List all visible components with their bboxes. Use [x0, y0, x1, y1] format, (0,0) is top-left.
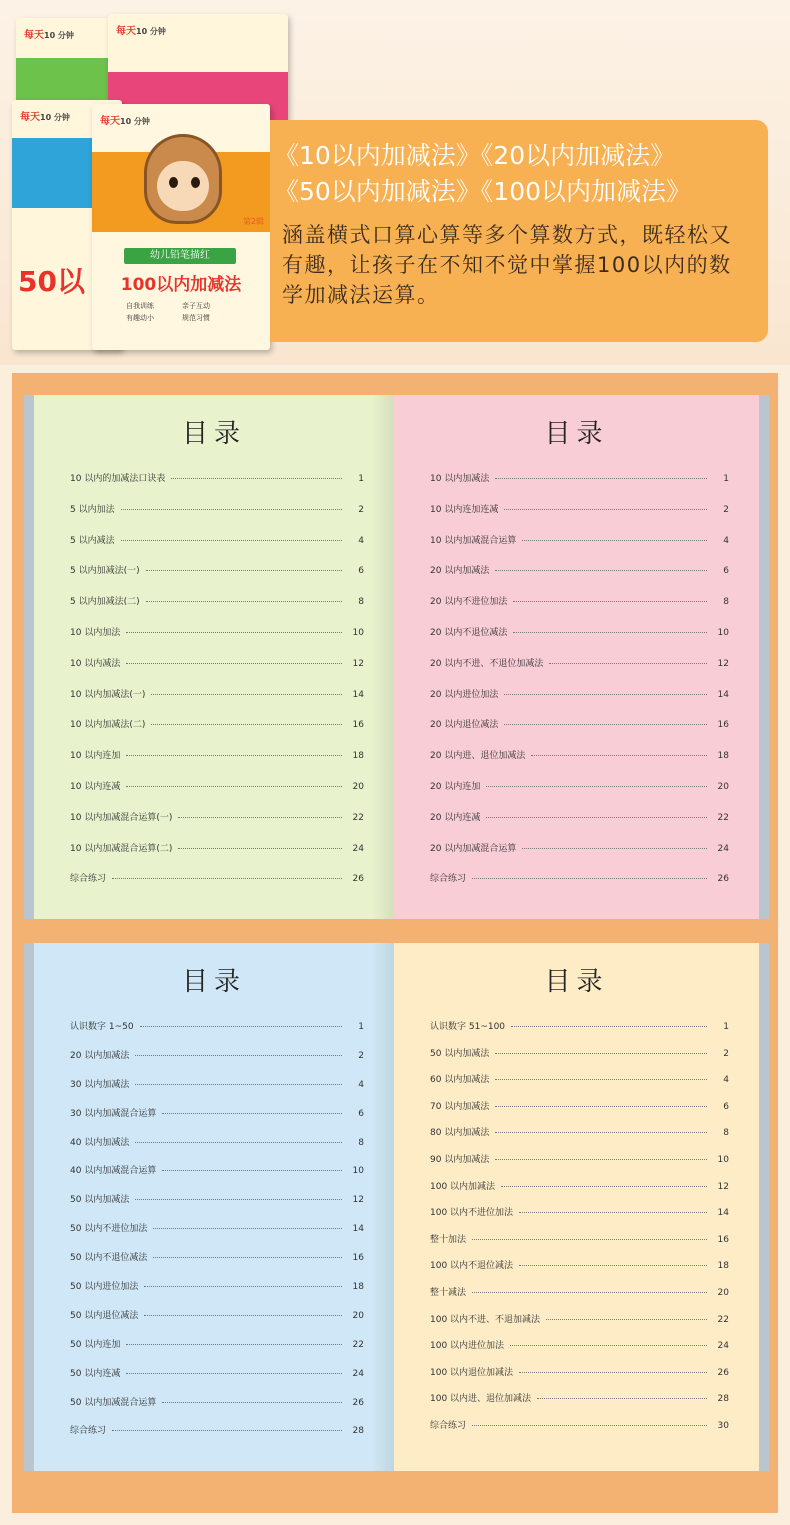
toc-item-label: 10 以内的加减法口诀表 [70, 474, 166, 484]
toc-item-page: 22 [352, 1339, 364, 1350]
toc-item [430, 1365, 729, 1392]
toc-item-label: 50 以内连减 [70, 1368, 121, 1379]
toc-leader-dots [178, 848, 342, 849]
toc-item [430, 1179, 729, 1206]
toc-item [70, 1048, 364, 1077]
monkey-illustration [144, 134, 222, 224]
toc-item-page: 20 [717, 1287, 729, 1298]
toc-item-label: 90 以内加减法 [430, 1154, 490, 1165]
toc-item-label: 20 以内进、退位加减法 [430, 751, 526, 762]
toc-item-label: 20 以内加减混合运算 [430, 843, 517, 854]
toc-item [70, 656, 364, 687]
toc-item-label: 10 以内连加 [70, 751, 121, 762]
toc-item-label: 10 以内加减混合运算 [430, 535, 517, 546]
toc-item-label: 10 以内加减法(一) [70, 689, 146, 700]
toc-item-label: 50 以内退位减法 [70, 1310, 139, 1321]
toc-leader-dots [513, 632, 707, 633]
toc-item [430, 841, 729, 872]
toc-item-page: 22 [717, 1314, 729, 1325]
toc-item-page: 24 [352, 843, 364, 854]
toc-item-label: 10 以内加减法 [430, 474, 490, 484]
toc-leader-dots [121, 540, 342, 541]
toc-leader-dots [171, 478, 342, 479]
toc-leader-dots [126, 632, 342, 633]
toc-item [70, 563, 364, 594]
toc-item-label: 10 以内连加连减 [430, 504, 499, 515]
feature-tag: 自我训练 [126, 302, 154, 310]
toc-panel [12, 373, 778, 1513]
toc-item-page: 6 [358, 1108, 364, 1119]
toc-leader-dots [162, 1170, 342, 1171]
toc-item-page: 14 [352, 1224, 364, 1235]
toc-item [430, 1152, 729, 1179]
toc-leader-dots [522, 848, 707, 849]
daily-label: 每天10 分钟 [116, 26, 166, 37]
toc-item-label: 40 以内加减混合运算 [70, 1166, 157, 1177]
toc-leader-dots [519, 1372, 707, 1373]
toc-item-page: 14 [717, 1208, 729, 1219]
toc-leader-dots [495, 1132, 707, 1133]
headline-line: 《10以内加减法》《20以内加减法》 [274, 141, 676, 170]
description: 涵盖横式口算心算等多个算数方式，既轻松又有趣，让孩子在不知不觉中掌握100以内的数学加减法运算。 [282, 223, 732, 307]
toc-item-label: 50 以内不退位减法 [70, 1253, 148, 1264]
toc-item [430, 717, 729, 748]
toc-item-label: 20 以内进位加法 [430, 689, 499, 700]
toc-item-label: 40 以内加减法 [70, 1137, 130, 1148]
toc-leader-dots [153, 1257, 342, 1258]
toc-leader-dots [522, 540, 707, 541]
toc-leader-dots [151, 694, 342, 695]
toc-leader-dots [531, 755, 707, 756]
toc-item-label: 认识数字 51~100 [430, 1022, 506, 1032]
toc-item-label: 50 以内不进位加法 [70, 1224, 148, 1235]
toc-leader-dots [472, 878, 707, 879]
toc-item [70, 594, 364, 625]
toc-leader-dots [495, 570, 707, 571]
toc-item-page: 24 [717, 1341, 729, 1352]
toc-item-label: 5 以内加法 [70, 504, 115, 515]
toc-leader-dots [472, 1239, 707, 1240]
toc-item-page: 22 [352, 812, 364, 823]
caption-box [270, 120, 768, 342]
toc-leader-dots [510, 1345, 707, 1346]
toc-leader-dots [144, 1286, 342, 1287]
toc-item-label: 50 以内加减混合运算 [70, 1397, 157, 1408]
toc-item [70, 471, 364, 502]
toc-item-page: 8 [723, 597, 729, 608]
toc-item-page: 4 [723, 535, 729, 546]
toc-item-page: 8 [358, 597, 364, 608]
toc-item [70, 1019, 364, 1048]
toc-leader-dots [472, 1292, 707, 1293]
toc-item [430, 1099, 729, 1126]
toc-item-label: 20 以内不退位减法 [430, 627, 508, 638]
toc-leader-dots [126, 1344, 342, 1345]
toc-item [70, 1279, 364, 1308]
book-spread [24, 943, 769, 1471]
toc-item-label: 20 以内连加 [430, 781, 481, 792]
toc-item-page: 10 [352, 1166, 364, 1177]
toc-leader-dots [495, 478, 707, 479]
toc-item [70, 1221, 364, 1250]
toc-item-page: 26 [352, 874, 364, 885]
toc-item-page: 1 [358, 1022, 364, 1032]
toc-item-label: 5 以内加减法(一) [70, 566, 140, 577]
toc-leader-dots [495, 1106, 707, 1107]
toc-item [430, 1072, 729, 1099]
feature-tag: 有趣动小 [126, 314, 154, 322]
toc-leader-dots [126, 786, 342, 787]
toc-page [394, 395, 759, 919]
toc-item-label: 50 以内进位加法 [70, 1282, 139, 1293]
toc-item-page: 18 [352, 1282, 364, 1293]
toc-item-page: 28 [717, 1394, 729, 1405]
toc-leader-dots [519, 1265, 707, 1266]
toc-item-page: 26 [717, 874, 729, 885]
toc-item [430, 1391, 729, 1418]
toc-leader-dots [486, 786, 707, 787]
toc-item-page: 16 [717, 1234, 729, 1245]
toc-item-page: 1 [723, 474, 729, 484]
toc-leader-dots [537, 1398, 707, 1399]
toc-item-label: 综合练习 [70, 874, 107, 885]
toc-leader-dots [126, 663, 342, 664]
toc-leader-dots [140, 1026, 342, 1027]
toc-item [70, 1366, 364, 1395]
toc-leader-dots [126, 1373, 342, 1374]
toc-item [70, 1423, 364, 1452]
toc-item [430, 594, 729, 625]
toc-item [70, 502, 364, 533]
toc-item-page: 20 [352, 781, 364, 792]
toc-item [70, 1395, 364, 1424]
toc-item-page: 2 [723, 504, 729, 515]
toc-item [430, 1312, 729, 1339]
toc-item-page: 6 [723, 1101, 729, 1112]
toc-leader-dots [151, 724, 342, 725]
toc-item [430, 656, 729, 687]
toc-item-label: 100 以内不退位减法 [430, 1261, 514, 1272]
toc-item [70, 1308, 364, 1337]
toc-item-page: 26 [717, 1367, 729, 1378]
toc-leader-dots [546, 1319, 707, 1320]
toc-item-label: 20 以内加减法 [70, 1050, 130, 1061]
book-spread [24, 395, 769, 919]
toc-item [430, 748, 729, 779]
toc-item-page: 6 [358, 566, 364, 577]
toc-item [70, 625, 364, 656]
headline [274, 138, 768, 210]
toc-item [430, 1046, 729, 1073]
toc-leader-dots [162, 1113, 342, 1114]
toc-item-page: 16 [352, 720, 364, 731]
monkey-eye [169, 177, 178, 188]
toc-leader-dots [511, 1026, 707, 1027]
toc-item-label: 20 以内退位减法 [430, 720, 499, 731]
toc-item-label: 10 以内加法 [70, 627, 121, 638]
toc-item-page: 30 [717, 1420, 729, 1431]
toc-item-page: 28 [352, 1426, 364, 1437]
toc-item [430, 1019, 729, 1046]
toc-leader-dots [126, 755, 342, 756]
toc-leader-dots [504, 724, 707, 725]
toc-page [34, 943, 394, 1471]
toc-item [430, 563, 729, 594]
toc-item-label: 20 以内不进位加法 [430, 597, 508, 608]
toc-item-label: 5 以内加减法(二) [70, 597, 140, 608]
toc-title: 目录 [181, 967, 246, 997]
toc-item-label: 100 以内退位加减法 [430, 1367, 514, 1378]
cover-partial-title: 50以 [18, 265, 85, 298]
toc-item-page: 2 [358, 504, 364, 515]
toc-item [70, 1250, 364, 1279]
toc-item [70, 748, 364, 779]
toc-item [430, 625, 729, 656]
toc-item [430, 533, 729, 564]
toc-item-label: 20 以内加减法 [430, 566, 490, 577]
toc-item-label: 70 以内加减法 [430, 1101, 490, 1112]
toc-item-label: 综合练习 [430, 874, 467, 885]
toc-item [430, 1232, 729, 1259]
toc-item [430, 779, 729, 810]
toc-item [70, 810, 364, 841]
toc-item-page: 18 [352, 751, 364, 762]
toc-leader-dots [495, 1079, 707, 1080]
toc-item-label: 20 以内不进、不退位加减法 [430, 658, 544, 669]
toc-leader-dots [495, 1159, 707, 1160]
toc-item-label: 100 以内进位加法 [430, 1341, 505, 1352]
toc-item-page: 4 [358, 1079, 364, 1090]
toc-item-label: 100 以内加减法 [430, 1181, 496, 1192]
toc-item [70, 841, 364, 872]
toc-item-page: 6 [723, 566, 729, 577]
toc-item-label: 100 以内进、退位加减法 [430, 1394, 532, 1405]
toc-leader-dots [135, 1199, 342, 1200]
toc-item-page: 10 [717, 627, 729, 638]
toc-leader-dots [178, 817, 342, 818]
toc-item-page: 12 [717, 658, 729, 669]
toc-item-label: 10 以内连减 [70, 781, 121, 792]
toc-item-page: 10 [717, 1154, 729, 1165]
toc-leader-dots [486, 817, 707, 818]
toc-leader-dots [144, 1315, 342, 1316]
toc-item [70, 1192, 364, 1221]
toc-item-label: 60 以内加减法 [430, 1075, 490, 1086]
daily-label: 每天10 分钟 [100, 116, 150, 127]
toc-item [430, 1125, 729, 1152]
volume-label: 第2辑 [242, 217, 264, 226]
toc-item [70, 687, 364, 718]
toc-item-label: 50 以内加减法 [70, 1195, 130, 1206]
toc-leader-dots [519, 1212, 707, 1213]
toc-list [70, 471, 364, 902]
toc-list [430, 471, 729, 902]
monkey-face [157, 161, 209, 211]
toc-title: 目录 [181, 419, 246, 449]
toc-item [430, 1205, 729, 1232]
toc-item [430, 871, 729, 902]
toc-item-label: 20 以内连减 [430, 812, 481, 823]
toc-item-label: 10 以内加减法(二) [70, 720, 146, 731]
series-label: 幼儿铅笔描红 [124, 248, 236, 264]
toc-item-page: 14 [717, 689, 729, 700]
toc-leader-dots [504, 509, 707, 510]
toc-leader-dots [112, 1430, 342, 1431]
toc-item [70, 1135, 364, 1164]
toc-item [430, 502, 729, 533]
toc-leader-dots [501, 1186, 707, 1187]
toc-item [430, 687, 729, 718]
toc-item [70, 1077, 364, 1106]
toc-item-page: 20 [717, 781, 729, 792]
toc-list [430, 1019, 729, 1445]
toc-item-label: 100 以内不进、不退加减法 [430, 1314, 541, 1325]
toc-item [430, 1258, 729, 1285]
toc-item-page: 2 [723, 1048, 729, 1059]
toc-leader-dots [504, 694, 707, 695]
toc-leader-dots [162, 1402, 342, 1403]
toc-item [430, 1418, 729, 1445]
toc-item-page: 12 [352, 658, 364, 669]
toc-item-page: 8 [358, 1137, 364, 1148]
toc-item-label: 50 以内加减法 [430, 1048, 490, 1059]
toc-item-page: 8 [723, 1128, 729, 1139]
toc-item-label: 10 以内减法 [70, 658, 121, 669]
toc-item-label: 30 以内加减混合运算 [70, 1108, 157, 1119]
toc-item [430, 471, 729, 502]
toc-item [70, 1163, 364, 1192]
toc-item-page: 24 [717, 843, 729, 854]
toc-item-page: 1 [358, 474, 364, 484]
toc-item-label: 整十加法 [430, 1234, 467, 1245]
toc-leader-dots [135, 1055, 342, 1056]
toc-item-page: 1 [723, 1022, 729, 1032]
feature-tag: 亲子互动 [182, 302, 210, 310]
toc-leader-dots [549, 663, 707, 664]
toc-item-label: 100 以内不进位加法 [430, 1208, 514, 1219]
toc-item-label: 10 以内加减混合运算(一) [70, 812, 173, 823]
toc-item [430, 1338, 729, 1365]
toc-item-label: 30 以内加减法 [70, 1079, 130, 1090]
toc-list [70, 1019, 364, 1452]
toc-item-page: 12 [717, 1181, 729, 1192]
monkey-eye [191, 177, 200, 188]
toc-item [430, 810, 729, 841]
toc-item-label: 认识数字 1~50 [70, 1022, 134, 1032]
toc-leader-dots [495, 1053, 707, 1054]
book-title: 100以内加减法 [120, 275, 242, 295]
toc-item [70, 1106, 364, 1135]
toc-item-page: 18 [717, 1261, 729, 1272]
headline-line: 《50以内加减法》《100以内加减法》 [274, 177, 692, 206]
book-cover-100 [92, 104, 270, 350]
toc-page [34, 395, 394, 919]
toc-item-page: 10 [352, 627, 364, 638]
toc-item-label: 10 以内加减混合运算(二) [70, 843, 173, 854]
toc-leader-dots [121, 509, 342, 510]
toc-title: 目录 [544, 967, 609, 997]
toc-item [70, 1337, 364, 1366]
toc-leader-dots [135, 1142, 342, 1143]
toc-leader-dots [112, 878, 342, 879]
toc-item-page: 14 [352, 689, 364, 700]
toc-item-page: 12 [352, 1195, 364, 1206]
toc-item-page: 4 [723, 1075, 729, 1086]
banner [0, 0, 790, 365]
toc-leader-dots [153, 1228, 342, 1229]
toc-leader-dots [135, 1084, 342, 1085]
toc-item [70, 533, 364, 564]
toc-item-page: 24 [352, 1368, 364, 1379]
toc-item [430, 1285, 729, 1312]
toc-item-page: 18 [717, 751, 729, 762]
toc-item-label: 50 以内连加 [70, 1339, 121, 1350]
toc-item-page: 2 [358, 1050, 364, 1061]
toc-item-label: 整十减法 [430, 1287, 467, 1298]
toc-item-label: 5 以内减法 [70, 535, 115, 546]
toc-item-page: 16 [352, 1253, 364, 1264]
toc-leader-dots [513, 601, 707, 602]
toc-item-page: 22 [717, 812, 729, 823]
feature-tags [126, 300, 246, 324]
toc-page [394, 943, 759, 1471]
toc-item [70, 871, 364, 902]
toc-item-page: 16 [717, 720, 729, 731]
daily-label: 每天10 分钟 [20, 112, 70, 123]
toc-item-label: 综合练习 [70, 1426, 107, 1437]
toc-title: 目录 [544, 419, 609, 449]
toc-item [70, 779, 364, 810]
toc-item-label: 综合练习 [430, 1420, 467, 1431]
toc-item [70, 717, 364, 748]
toc-item-page: 26 [352, 1397, 364, 1408]
toc-leader-dots [146, 601, 342, 602]
toc-leader-dots [472, 1425, 707, 1426]
toc-leader-dots [146, 570, 342, 571]
toc-item-label: 80 以内加减法 [430, 1128, 490, 1139]
toc-item-page: 20 [352, 1310, 364, 1321]
daily-label: 每天10 分钟 [24, 30, 74, 41]
toc-item-page: 4 [358, 535, 364, 546]
feature-tag: 规范习惯 [182, 314, 210, 322]
